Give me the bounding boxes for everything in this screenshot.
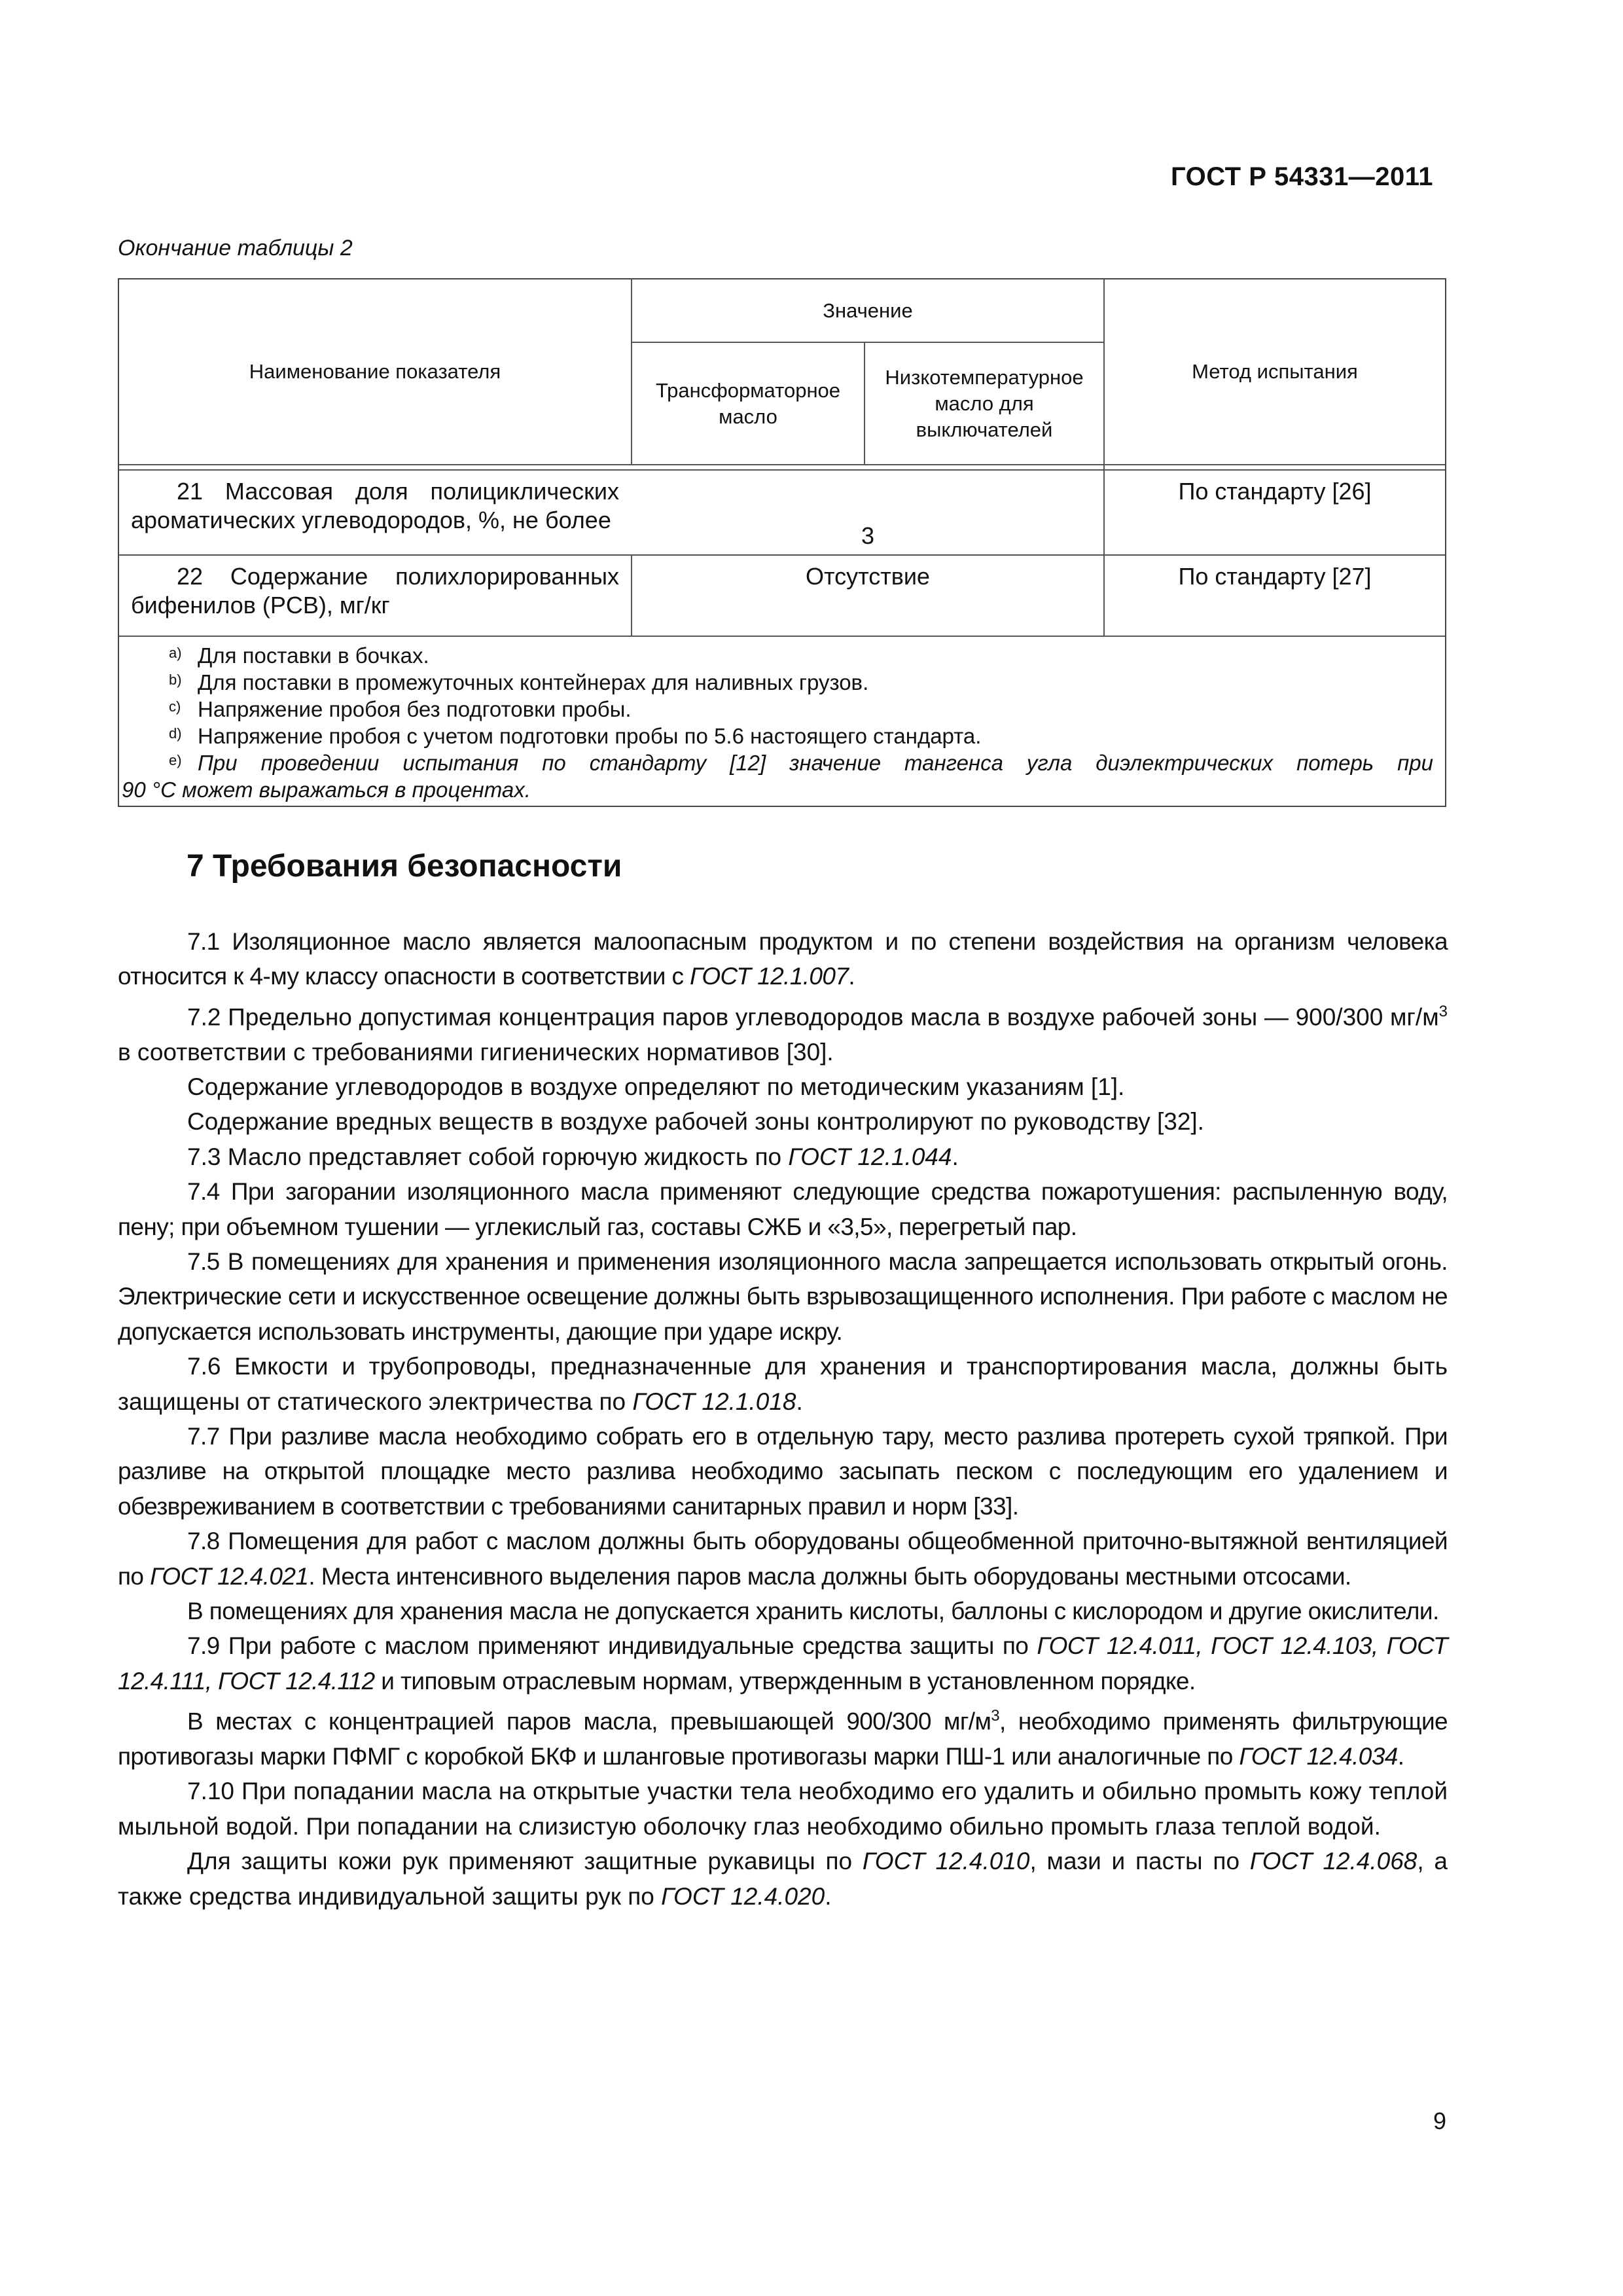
paragraph-storage: В помещениях для хранения масла не допускается хранить кислоты, баллоны с кислородом и другие окислители. <box>187 1598 1439 1625</box>
paragraph-7-1: 7.1 Изоляционное масло является малоопасным продуктом и по степени воздействия на организм человека относится к 4-му классу опасности в соответствии с ГОСТ 12.1.007. <box>118 928 1448 990</box>
page-number: 9 <box>1433 2108 1446 2134</box>
paragraph-7-5: 7.5 В помещениях для хранения и применения изоляционного масла запрещается использовать открытый огонь. Электрические сети и искусственное освещение должны быть взрывозащищенного исполнения. При работе с маслом не допускается использовать инструменты, дающие при ударе искру. <box>118 1247 1448 1345</box>
footnote-d: d) Напряжение пробоя с учетом подготовки пробы по 5.6 настоящего стандарта. <box>169 724 982 748</box>
row-22-name: 22 Содержание полихлорированных бифенилов (PCB), мг/кг <box>131 563 619 619</box>
table-divider <box>119 469 1445 471</box>
table-divider <box>119 554 1445 556</box>
paragraph-hydrocarbons: Содержание углеводородов в воздухе определяют по методическим указаниям [1]. <box>187 1073 1125 1100</box>
paragraph-7-7: 7.7 При разливе масла необходимо собрать его в отдельную тару, место разлива протереть сухой тряпкой. При разливе на открытой площадке место разлива необходимо засыпать песком с последующим его удалением и обезвреживанием в соответствии с требованиями санитарных правил и норм [33]. <box>118 1423 1448 1520</box>
row-21-name: 21 Массовая доля полициклических ароматических углеводородов, %, не более <box>131 478 619 533</box>
section-title: 7 Требования безопасности <box>187 849 622 884</box>
standard-reference: ГОСТ 12.4.021 <box>150 1562 309 1590</box>
standard-reference: ГОСТ 12.1.018 <box>632 1388 796 1415</box>
table-footnotes <box>119 636 1448 803</box>
paragraph-7-6: 7.6 Емкости и трубопроводы, предназначенные для хранения и транспортирования масла, должны быть защищены от статического электричества по ГОСТ 12.1.018. <box>118 1353 1448 1415</box>
header-value-group: Значение <box>823 298 913 322</box>
paragraph-harmful-substances: Содержание вредных веществ в воздухе рабочей зоны контролируют по руководству [32]. <box>187 1108 1204 1136</box>
footnote-e-continuation: 90 °С может выражаться в процентах. <box>122 778 531 802</box>
table-caption: Окончание таблицы 2 <box>118 236 353 260</box>
row-22-value: Отсутствие <box>806 563 930 590</box>
header-transformer-oil: Трансформаторное масло <box>655 378 841 428</box>
paragraph-7-4: 7.4 При загорании изоляционного масла применяют следующие средства пожаротушения: распыленную воду, пену; при объемном тушении — углекислый газ, составы СЖБ и «3,5», перегретый пар. <box>118 1178 1448 1240</box>
paragraph-7-10: 7.10 При попадании масла на открытые участки тела необходимо его удалить и обильно промыть кожу теплой мыльной водой. При попадании на слизистую оболочку глаз необходимо обильно промыть глаза теплой водой. <box>118 1778 1448 1840</box>
footnote-b: b) Для поставки в промежуточных контейнерах для наливных грузов. <box>169 670 869 694</box>
paragraph-gas-masks: В местах с концентрацией паров масла, превышающей 900/300 $мг/м^3$, необходимо применять фильтрующие противогазы марки ПФМГ с коробкой БКФ и шланговые противогазы марки ПШ-1 или аналогичные по ГОСТ 12.4.034. <box>118 1707 1448 1770</box>
footnote-e: e) При проведении испытания по стандарту [12] значение тангенса угла диэлектрических потерь при <box>169 751 1433 775</box>
document-code: ГОСТ Р 54331—2011 <box>1171 162 1433 191</box>
paragraph-7-3: 7.3 Масло представляет собой горючую жидкость по ГОСТ 12.1.044. <box>187 1143 959 1170</box>
paragraph-7-8: 7.8 Помещения для работ с маслом должны быть оборудованы общеобменной приточно-вытяжной вентиляцией по ГОСТ 12.4.021. Места интенсивного выделения паров масла должны быть оборудованы местными отсосами. <box>118 1528 1448 1590</box>
header-switch-oil: Низкотемпературное масло для выключателей <box>885 365 1084 441</box>
paragraph-7-2: 7.2 Предельно допустимая концентрация паров углеводородов масла в воздухе рабочей зоны — 900/300 $мг/м^3$ в соответствии с требованиями гигиенических нормативов [30]. <box>118 1002 1448 1066</box>
row-22-method: По стандарту [27] <box>1178 563 1372 590</box>
row-21-method: По стандарту [26] <box>1178 478 1372 505</box>
standard-reference: ГОСТ 12.4.010 <box>862 1848 1030 1875</box>
standard-reference: ГОСТ 12.4.020 <box>661 1882 825 1910</box>
paragraph-hand-protection: Для защиты кожи рук применяют защитные рукавицы по ГОСТ 12.4.010, мази и пасты по ГОСТ 12.4.068, а также средства индивидуальной защиты рук по ГОСТ 12.4.020. <box>118 1848 1448 1910</box>
standard-reference: ГОСТ 12.4.034 <box>1239 1743 1398 1770</box>
row-21-value: 3 <box>861 522 875 549</box>
properties-table <box>118 278 1446 807</box>
table-divider <box>119 464 1445 465</box>
paragraph-7-9: 7.9 При работе с маслом применяют индивидуальные средства защиты по ГОСТ 12.4.011, ГОСТ 12.4.103, ГОСТ 12.4.111, ГОСТ 12.4.112 и типовым отраслевым нормам, утвержденным в установленном порядке. <box>118 1632 1448 1695</box>
standard-reference: ГОСТ 12.1.007 <box>690 963 849 990</box>
section-body <box>118 924 1448 1914</box>
standard-reference: ГОСТ 12.1.044 <box>788 1143 952 1170</box>
header-name: Наименование показателя <box>249 360 501 383</box>
standard-reference: ГОСТ 12.4.068 <box>1249 1848 1418 1875</box>
footnote-a: a) Для поставки в бочках. <box>169 643 429 668</box>
header-method: Метод испытания <box>1192 360 1358 383</box>
footnote-c: c) Напряжение пробоя без подготовки пробы. <box>169 697 632 721</box>
standard-references: ГОСТ 12.4.011, ГОСТ 12.4.103, ГОСТ 12.4.111, ГОСТ 12.4.112 <box>118 1632 1448 1695</box>
